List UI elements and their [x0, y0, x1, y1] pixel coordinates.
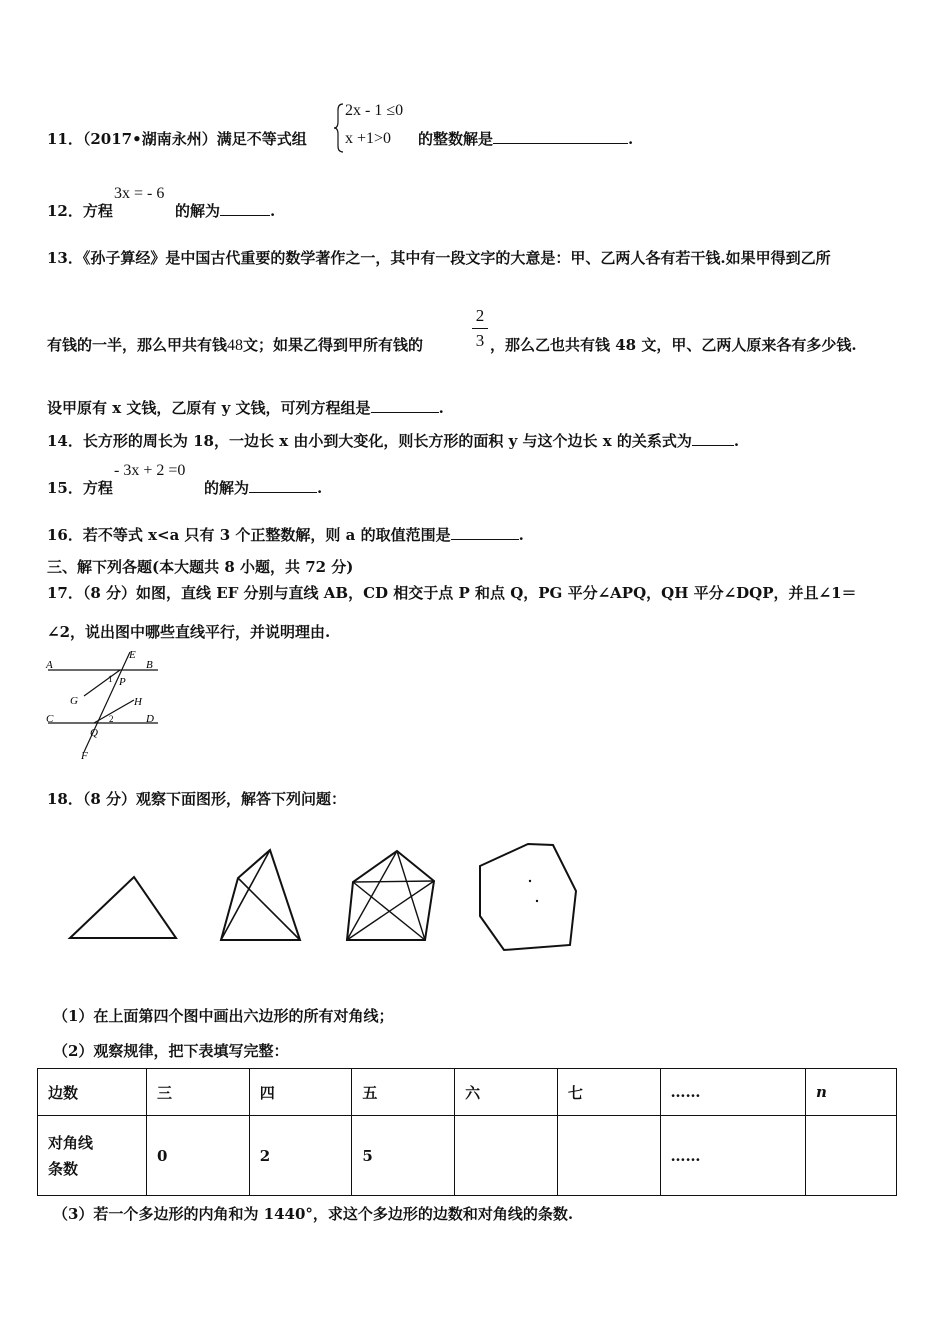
polygon-figures [60, 840, 590, 955]
table-cell: 四 [249, 1069, 352, 1116]
answer-blank-16[interactable] [451, 525, 519, 540]
q18-sub-3: （3）若一个多边形的内角和为 1440°，求这个多边形的边数和对角线的条数. [53, 1205, 574, 1223]
table-cell: 三 [147, 1069, 250, 1116]
answer-blank-14[interactable] [692, 431, 734, 446]
table-cell: 2 [249, 1116, 352, 1196]
label-c: C [46, 713, 54, 725]
section-3-heading: 三、解下列各题(本大题共 8 小题，共 72 分) [47, 558, 354, 576]
label-angle-1: 1 [108, 674, 113, 684]
label-f: F [81, 750, 88, 762]
q14-text: 14．长方形的周长为 18，一边长 x 由小到大变化，则长方形的面积 y 与这个边长 x 的关系式为 [47, 432, 692, 450]
q13-line-2c: ，那么乙也共有钱 48 文，甲、乙两人原来各有多少钱. [490, 336, 857, 354]
triangle-shape [70, 877, 176, 938]
q11-tail-text: 的整数解是 [418, 130, 494, 148]
q11-tail [418, 128, 633, 149]
question-12 [47, 200, 113, 221]
pentagon-diagonal [397, 851, 425, 940]
table-cell: …… [660, 1116, 805, 1196]
ray-pg [84, 670, 120, 696]
table-header-row [38, 1069, 897, 1116]
q16-text: 16．若不等式 x<a 只有 3 个正整数解，则 a 的取值范围是 [47, 526, 451, 544]
q18-line-1: 18．（8 分）观察下面图形，解答下列问题： [47, 790, 347, 808]
q15-equation: - 3x + 2 =0 [114, 462, 186, 479]
table-cell: 六 [455, 1069, 558, 1116]
q11-end: . [628, 130, 634, 148]
inequality-brace [333, 102, 345, 154]
row-label-line-1: 对角线 [48, 1133, 94, 1152]
answer-blank-13[interactable] [371, 398, 439, 413]
label-g: G [70, 695, 78, 707]
q12-number: 12．方程 [47, 202, 113, 220]
answer-blank-11[interactable] [493, 129, 628, 144]
label-e: E [129, 649, 136, 661]
quad-diagonal-1 [221, 850, 270, 940]
question-16 [47, 524, 524, 545]
question-15 [47, 477, 113, 498]
question-11 [47, 128, 307, 149]
table-cell: …… [660, 1069, 805, 1116]
q12-equation: 3x = - 6 [114, 185, 165, 202]
q11-number: 11． [47, 130, 83, 148]
table-row-label [38, 1116, 147, 1196]
q16-end: . [518, 526, 524, 544]
table-cell: n [805, 1069, 896, 1116]
label-d: D [146, 713, 154, 725]
q15-number: 15．方程 [47, 479, 113, 497]
q17-line-2: ∠2，说出图中哪些直线平行，并说明理由. [47, 623, 331, 641]
fraction-bar [472, 328, 488, 329]
q13-fraction [472, 306, 488, 351]
q13-text-2a: 有钱的一半，那么甲共有钱 [47, 336, 228, 354]
table-cell: 五 [352, 1069, 455, 1116]
q17-figure [40, 648, 165, 763]
label-h: H [134, 696, 142, 708]
label-b: B [146, 659, 153, 671]
q15-tail [204, 477, 322, 498]
question-14 [47, 430, 739, 451]
diagonal-count-table [37, 1068, 897, 1196]
q15-end: . [317, 479, 323, 497]
answer-blank-12[interactable] [220, 201, 270, 216]
q12-tail [175, 200, 275, 221]
table-cell: 0 [147, 1116, 250, 1196]
q13-end: . [438, 399, 444, 417]
q13-line-3 [47, 397, 444, 418]
quadrilateral-shape [221, 850, 300, 940]
q11-text: （2017•湖南永州）满足不等式组 [82, 130, 307, 148]
table-row [38, 1116, 897, 1196]
q12-end: . [270, 202, 276, 220]
hexagon-dot [536, 900, 538, 902]
fraction-numerator: 2 [475, 306, 485, 325]
q12-tail-text: 的解为 [175, 202, 221, 220]
q18-sub-2: （2）观察规律，把下表填写完整： [53, 1042, 289, 1060]
table-cell-answer[interactable] [805, 1116, 896, 1196]
hexagon-shape [480, 844, 576, 950]
label-a: A [46, 659, 53, 671]
ray-qh [94, 700, 134, 723]
table-cell-answer[interactable] [455, 1116, 558, 1196]
q11-inequality-2: x +1>0 [345, 130, 392, 147]
table-cell: 5 [352, 1116, 455, 1196]
pentagon-diagonal [347, 881, 434, 940]
table-cell: 边数 [38, 1069, 147, 1116]
q13-line-2a [47, 334, 423, 355]
q11-inequality-1: 2x - 1 ≤0 [345, 102, 404, 119]
fraction-denominator: 3 [475, 331, 485, 350]
q18-sub-1: （1）在上面第四个图中画出六边形的所有对角线； [53, 1007, 394, 1025]
q13-number-48: 48 [227, 337, 244, 354]
table-cell: 七 [557, 1069, 660, 1116]
q13-text-2b: 文；如果乙得到甲所有钱的 [243, 336, 424, 354]
q17-line-1: 17．（8 分）如图，直线 EF 分别与直线 AB，CD 相交于点 P 和点 Q，PG 平分∠APQ，QH 平分∠DQP，并且∠1＝ [47, 584, 857, 602]
label-angle-2: 2 [109, 714, 114, 724]
q14-end: . [733, 432, 740, 450]
table-cell-answer[interactable] [557, 1116, 660, 1196]
q15-tail-text: 的解为 [204, 479, 250, 497]
label-p: P [119, 676, 126, 688]
row-label-line-2: 条数 [48, 1159, 79, 1178]
q13-text-3: 设甲原有 x 文钱，乙原有 y 文钱，可列方程组是 [47, 399, 371, 417]
label-q: Q [90, 727, 98, 739]
hexagon-dot [529, 880, 531, 882]
answer-blank-15[interactable] [249, 478, 317, 493]
pentagon-diagonal [347, 851, 397, 940]
q13-line-1: 13．《孙子算经》是中国古代重要的数学著作之一，其中有一段文字的大意是：甲、乙两人各有若干钱.如果甲得到乙所 [47, 249, 831, 267]
pentagon-diagonal [353, 881, 434, 882]
